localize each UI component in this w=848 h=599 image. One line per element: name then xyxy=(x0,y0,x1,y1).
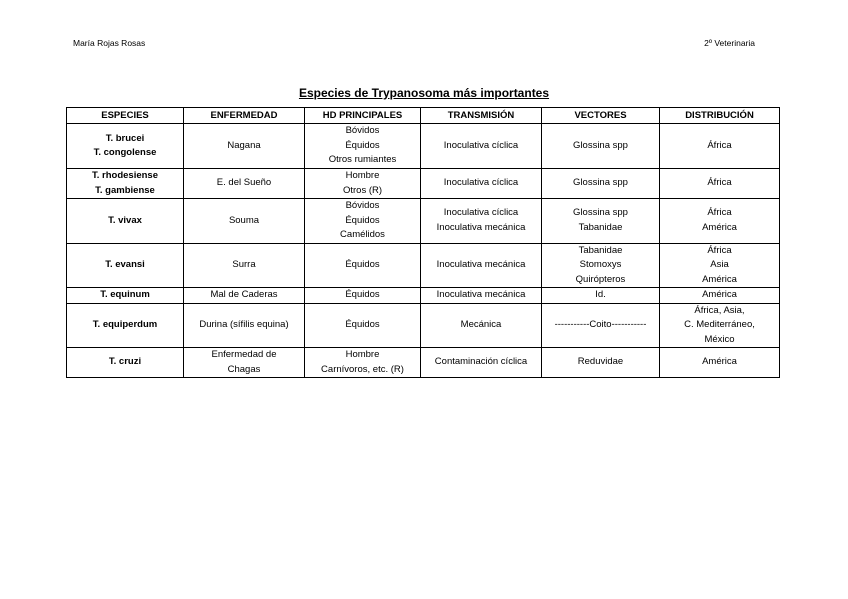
column-header-transmision: TRANSMISIÓN xyxy=(421,108,542,124)
cell-line: Nagana xyxy=(227,139,261,151)
cell-line: Hombre xyxy=(345,170,380,181)
cell-line: T. vivax xyxy=(108,214,142,226)
cell-line: América xyxy=(702,221,737,233)
cell-line: T. congolense xyxy=(93,147,157,158)
table-row xyxy=(67,348,780,378)
distribution-cell xyxy=(660,243,780,288)
cell-line: Carnívoros, etc. (R) xyxy=(321,363,404,375)
cell-line: T. brucei xyxy=(105,132,145,144)
cell-line: Glossina spp xyxy=(573,177,628,189)
cell-line: Tabanidae xyxy=(578,221,623,233)
cell-line: Inoculativa cíclica xyxy=(443,139,519,151)
cell-line: T. rhodesiense xyxy=(92,170,158,181)
vectors-cell xyxy=(542,124,660,169)
cell-line: Inoculativa mecánica xyxy=(436,289,526,300)
cell-line: África xyxy=(707,177,732,189)
species-cell xyxy=(67,303,184,348)
disease-cell xyxy=(184,199,305,244)
author-name: María Rojas Rosas xyxy=(73,38,146,48)
cell-line: Inoculativa cíclica xyxy=(443,177,519,189)
column-header-vectores: VECTORES xyxy=(542,108,660,124)
cell-line: Asia xyxy=(710,259,729,270)
cell-line: Souma xyxy=(228,214,260,226)
cell-line: Bóvidos xyxy=(345,200,380,211)
hosts-cell xyxy=(305,199,421,244)
cell-line: Glossina spp xyxy=(573,139,628,151)
cell-line: T. equiperdum xyxy=(92,319,158,330)
species-cell xyxy=(67,199,184,244)
transmission-cell xyxy=(421,199,542,244)
cell-line: Bóvidos xyxy=(345,125,380,137)
cell-line: África xyxy=(707,139,732,151)
cell-line: América xyxy=(702,273,737,285)
cell-line: América xyxy=(702,356,737,368)
table-header-row xyxy=(67,108,780,124)
cell-line: África, Asia, xyxy=(694,304,745,316)
species-cell xyxy=(67,243,184,288)
cell-line: Équidos xyxy=(345,319,380,330)
distribution-cell xyxy=(660,303,780,348)
hosts-cell xyxy=(305,348,421,378)
hosts-cell xyxy=(305,169,421,199)
cell-line: Mecánica xyxy=(460,319,502,330)
vectors-cell xyxy=(542,199,660,244)
hosts-cell xyxy=(305,288,421,304)
cell-line: Otros rumiantes xyxy=(328,154,397,166)
table-row xyxy=(67,303,780,348)
species-cell xyxy=(67,169,184,199)
column-header-enfermedad: ENFERMEDAD xyxy=(184,108,305,124)
cell-line: T. equinum xyxy=(100,289,150,300)
vectors-cell xyxy=(542,243,660,288)
cell-line: Équidos xyxy=(345,289,380,300)
hosts-cell xyxy=(305,243,421,288)
column-header-especies: ESPECIES xyxy=(67,108,184,124)
vectors-cell xyxy=(542,288,660,304)
table-row xyxy=(67,199,780,244)
cell-line: Surra xyxy=(232,259,256,270)
transmission-cell xyxy=(421,348,542,378)
disease-cell xyxy=(184,124,305,169)
cell-line: Glossina spp xyxy=(573,207,628,219)
cell-line: Inoculativa mecánica xyxy=(436,259,526,270)
transmission-cell xyxy=(421,288,542,304)
cell-line: Mal de Caderas xyxy=(210,289,278,300)
cell-line: Enfermedad de xyxy=(211,349,277,360)
disease-cell xyxy=(184,243,305,288)
species-cell xyxy=(67,288,184,304)
cell-line: Quirópteros xyxy=(575,273,626,285)
species-cell xyxy=(67,124,184,169)
cell-line: África xyxy=(707,207,732,219)
cell-line: Tabanidae xyxy=(578,244,623,256)
distribution-cell xyxy=(660,348,780,378)
cell-line: -----------Coito----------- xyxy=(554,319,647,330)
distribution-cell xyxy=(660,288,780,304)
vectors-cell xyxy=(542,169,660,199)
cell-line: Reduvidae xyxy=(577,356,624,368)
cell-line: Id. xyxy=(595,289,606,300)
species-cell xyxy=(67,348,184,378)
distribution-cell xyxy=(660,199,780,244)
cell-line: Équidos xyxy=(345,259,380,270)
document-title: Especies de Trypanosoma más importantes xyxy=(298,86,550,100)
cell-line: T. evansi xyxy=(105,259,145,270)
hosts-cell xyxy=(305,303,421,348)
cell-line: Chagas xyxy=(227,363,261,375)
cell-line: Stomoxys xyxy=(579,259,622,270)
trypanosoma-species-table xyxy=(66,107,780,378)
cell-line: Contaminación cíclica xyxy=(434,356,528,368)
cell-line: América xyxy=(702,289,737,300)
cell-line: E. del Sueño xyxy=(216,177,272,189)
table-row xyxy=(67,169,780,199)
disease-cell xyxy=(184,169,305,199)
cell-line: México xyxy=(704,333,735,345)
disease-cell xyxy=(184,348,305,378)
disease-cell xyxy=(184,288,305,304)
cell-line: C. Mediterráneo, xyxy=(684,319,755,330)
distribution-cell xyxy=(660,124,780,169)
cell-line: Équidos xyxy=(345,214,380,226)
table-row xyxy=(67,288,780,304)
course-label: 2º Veterinaria xyxy=(704,38,755,48)
table-row xyxy=(67,124,780,169)
table-row xyxy=(67,243,780,288)
distribution-cell xyxy=(660,169,780,199)
transmission-cell xyxy=(421,124,542,169)
vectors-cell xyxy=(542,348,660,378)
column-header-hd-principales: HD PRINCIPALES xyxy=(305,108,421,124)
cell-line: Camélidos xyxy=(340,229,385,240)
cell-line: África xyxy=(707,244,732,256)
disease-cell xyxy=(184,303,305,348)
cell-line: T. gambiense xyxy=(95,184,155,196)
transmission-cell xyxy=(421,303,542,348)
cell-line: Inoculativa mecánica xyxy=(436,221,526,233)
cell-line: Équidos xyxy=(345,139,380,151)
cell-line: Otros (R) xyxy=(342,184,383,196)
cell-line: Hombre xyxy=(345,349,380,360)
column-header-distribucion: DISTRIBUCIÓN xyxy=(660,108,780,124)
hosts-cell xyxy=(305,124,421,169)
transmission-cell xyxy=(421,169,542,199)
cell-line: T. cruzi xyxy=(108,356,142,368)
cell-line: Inoculativa cíclica xyxy=(443,207,519,219)
cell-line: Durina (sífilis equina) xyxy=(199,319,289,330)
vectors-cell xyxy=(542,303,660,348)
table-body xyxy=(67,124,780,378)
transmission-cell xyxy=(421,243,542,288)
